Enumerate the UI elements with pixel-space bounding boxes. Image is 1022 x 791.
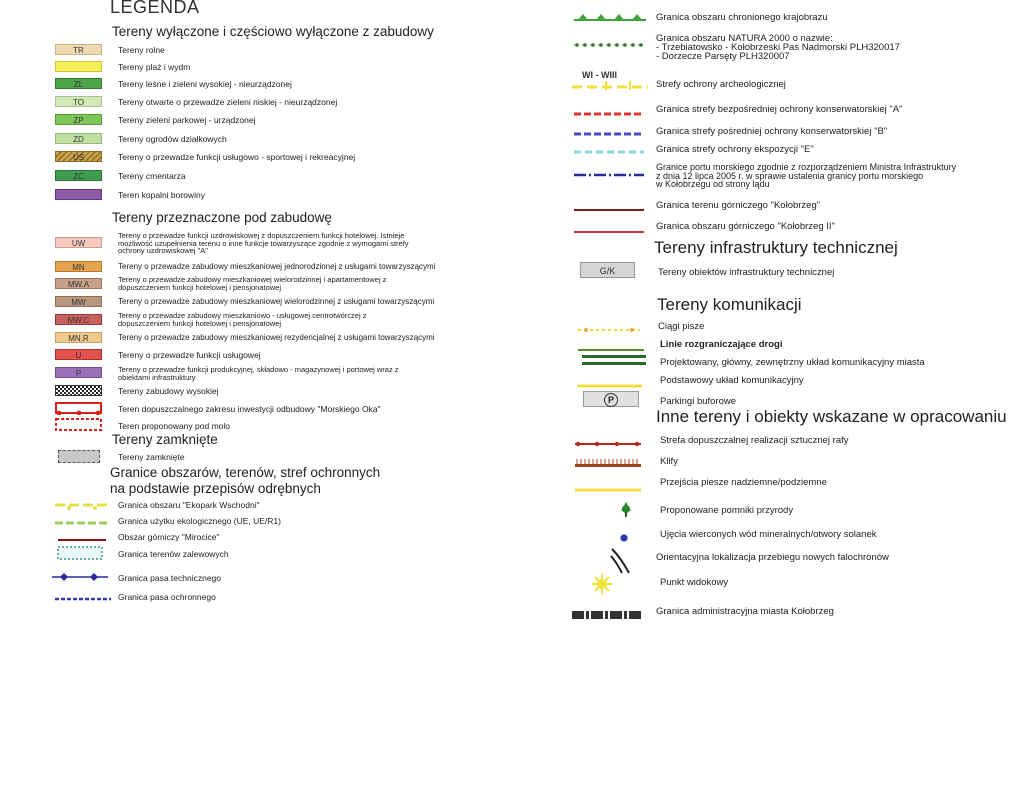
legend-label-closed: Tereny zamknięte — [118, 452, 185, 462]
legend-label-protect-belt: Granica pasa ochronnego — [118, 592, 216, 602]
legend-label-port: Granice portu morskiego zgodnie z rozporządzeniem Ministra Infrastruktury z dnia 12 lipca 2005 r. w sprawie ustalenia granicy portu morskiego w Kołobrzegu od strony lądu — [656, 162, 957, 189]
legend-label-tree: Proponowane pomniki przyrody — [660, 505, 794, 516]
legend-label-mnr: Tereny o przewadze zabudowy mieszkaniowej rezydencjalnej z usługami towarzyszącymi — [118, 333, 435, 342]
zone-a-symbol — [574, 105, 644, 123]
legend-label-breakwater: Orientacyjna lokalizacja przebiegu nowych falochronów — [656, 552, 889, 563]
viewpoint-icon — [590, 572, 614, 601]
section-heading-other: Inne tereny i obiekty wskazane w opracowaniu — [656, 407, 1007, 426]
legend-label-cliff: Klify — [660, 456, 678, 467]
main-road-symbol — [582, 353, 646, 372]
legend-swatch-beach — [55, 61, 102, 72]
flood-box-symbol — [57, 546, 103, 565]
legend-label-walk: Ciągi pisze — [658, 321, 705, 332]
legend-label-zd: Tereny ogrodów działkowych — [118, 134, 227, 144]
walk-symbol — [578, 322, 640, 340]
legend-label-gk: Tereny obiektów infrastruktury technicznej — [658, 267, 835, 278]
section-heading-built: Tereny przeznaczone pod zabudowę — [112, 210, 332, 225]
legend-swatch-morskie-oko — [55, 401, 102, 415]
archeo-symbol — [572, 70, 648, 92]
legend-label-archeo: Strefy ochrony archeologicznej — [656, 79, 786, 90]
legend-swatch-peat — [55, 189, 102, 200]
legend-label-mw: Tereny o przewadze zabudowy mieszkaniowej wielorodzinnej z usługami towarzyszącymi — [118, 297, 435, 306]
legend-label-main-road: Projektowany, główny, zewnętrzny układ komunikacyjny miasta — [660, 357, 925, 368]
protect-belt-symbol — [55, 591, 111, 609]
legend-swatch-zc: ZC — [55, 170, 102, 181]
zone-e-symbol — [574, 144, 644, 162]
legend-swatch-uw: UW — [55, 237, 102, 248]
port-symbol — [574, 167, 644, 185]
legend-label-viewpoint: Punkt widokowy — [660, 577, 729, 588]
legend-label-uw: Tereny o przewadze funkcji uzdrowiskowej z dopuszczeniem funkcji hotelowej. Istnieje możliwość uzupełnienia terenu o inne funkcje towarzyszące zgodnie z wymogami strefy ochrony uzdrowiskowej "A" — [118, 231, 409, 255]
parking-symbol — [583, 391, 639, 407]
legend-swatch-us: US — [55, 151, 102, 162]
legend-label-tech-belt: Granica pasa technicznego — [118, 573, 222, 583]
tree-icon — [620, 502, 632, 523]
natura-symbol — [574, 37, 644, 55]
legend-label-ekopark: Granica obszaru "Ekopark Wschodni" — [118, 500, 260, 510]
legend-label-u: Tereny o przewadze funkcji usługowej — [118, 350, 261, 360]
section-heading-comm: Tereny komunikacji — [657, 295, 802, 314]
legend-swatch-to: TO — [55, 96, 102, 107]
legend-label-pier: Teren proponowany pod molo — [118, 421, 230, 431]
section-heading-infra: Tereny infrastruktury technicznej — [654, 238, 898, 257]
section-heading-borders-1: Granice obszarów, terenów, stref ochronnych — [110, 465, 381, 480]
legend-label-zone-a: Granica strefy bezpośredniej ochrony konserwatorskiej "A" — [656, 104, 903, 115]
legend-label-zp: Tereny zieleni parkowej - urządzonej — [118, 115, 256, 125]
legend-swatch-mwc: MW.C — [55, 314, 102, 325]
section-heading-closed: Tereny zamknięte — [112, 432, 218, 447]
legend-label-mn: Tereny o przewadze zabudowy mieszkaniowej jednorodzinnej z usługami towarzyszącymi — [118, 262, 436, 271]
landscape-symbol — [574, 11, 646, 29]
zone-b-symbol — [574, 126, 644, 144]
legend-label-parking: Parkingi buforowe — [660, 396, 737, 407]
legend-label-morskie-oko: Teren dopuszczalnego zakresu inwestycji odbudowy "Morskiego Oka" — [118, 404, 381, 414]
legend-label-p: Tereny o przewadze funkcji produkcyjnej, składowo - magazynowej i portowej wraz z obiektami infrastruktury — [118, 365, 399, 382]
admin-border-symbol — [572, 607, 644, 625]
legend-swatch-closed — [58, 450, 100, 463]
legend-label-ecological: Granica użytku ekologicznego (UE, UE/R1) — [118, 516, 281, 526]
legend-swatch-gk: G/K — [580, 262, 635, 278]
parking-symbol-text: P — [604, 393, 618, 407]
legend-label-crossing: Przejścia piesze nadziemne/podziemne — [660, 477, 827, 488]
legend-label-well: Ujęcia wierconych wód mineralnych/otwory solanek — [660, 529, 877, 540]
section-heading-borders-2: na podstawie przepisów odrębnych — [110, 481, 321, 496]
crossing-symbol — [575, 480, 641, 498]
legend-label-reef: Strefa dopuszczalnej realizacji sztucznej rafy — [660, 435, 849, 446]
legend-label-basic-road: Podstawowy układ komunikacyjny — [660, 375, 804, 386]
legend-swatch-zd: ZD — [55, 133, 102, 144]
legend-swatch-mw: MW — [55, 296, 102, 307]
legend-swatch-tr: TR — [55, 44, 102, 55]
legend-label-mwa: Tereny o przewadze zabudowy mieszkaniowej wielorodzinnej i apartamentowej z dopuszczeniem funkcji hotelowej i pensjonatowej — [118, 275, 387, 292]
legend-swatch-highrise — [55, 385, 102, 396]
legend-label-to: Tereny otwarte o przewadze zieleni niskiej - nieurządzonej — [118, 97, 338, 107]
mine2-symbol — [574, 223, 644, 241]
legend-label-flood: Granica terenów zalewowych — [118, 549, 229, 559]
legend-label-zone-e: Granica strefy ochrony ekspozycji "E" — [656, 144, 814, 155]
archeo-symbol-text: WI - WIII — [582, 70, 617, 80]
legend-swatch-mwa: MW.A — [55, 278, 102, 289]
legend-swatch-pier — [55, 418, 102, 432]
legend-label-mirocice: Obszar górniczy "Mirocice" — [118, 532, 220, 542]
legend-label-tr: Tereny rolne — [118, 45, 165, 55]
legend-swatch-zl: ZL — [55, 78, 102, 89]
legend-title: LEGENDA — [110, 0, 200, 17]
legend-label-zc: Tereny cmentarza — [118, 171, 186, 181]
legend-label-mine2: Granica obszaru górniczego "Kołobrzeg II" — [656, 221, 835, 232]
legend-label-natura: Granica obszaru NATURA 2000 o nazwie: - Trzebiatowsko - Kołobrzeski Pas Nadmorski PLH320017 - Dorzecze Parsęty PLH320007 — [656, 33, 900, 62]
legend-label-landscape: Granica obszaru chronionego krajobrazu — [656, 12, 828, 23]
legend-label-mine1: Granica terenu górniczego "Kołobrzeg" — [656, 200, 821, 211]
legend-label-road-line: Linie rozgraniczające drogi — [660, 339, 783, 350]
legend-swatch-mnr: MN.R — [55, 332, 102, 343]
legend-swatch-p: P — [55, 367, 102, 378]
legend-label-beach: Tereny plaż i wydm — [118, 62, 191, 72]
legend-swatch-u: U — [55, 349, 102, 360]
cliff-symbol — [575, 456, 641, 474]
tech-belt-symbol — [52, 570, 108, 588]
legend-label-peat: Teren kopalni borowiny — [118, 190, 205, 200]
mine1-symbol — [574, 201, 644, 219]
legend-swatch-mn: MN — [55, 261, 102, 272]
legend-label-zl: Tereny leśne i zieleni wysokiej - nieurządzonej — [118, 79, 292, 89]
legend-label-mwc: Tereny o przewadze zabudowy mieszkaniowo - usługowej centrotwórczej z dopuszczeniem funkcji hotelowej i pensjonatowej — [118, 311, 367, 328]
section-heading-excluded: Tereny wyłączone i częściowo wyłączone z zabudowy — [112, 24, 434, 39]
legend-label-highrise: Tereny zabudowy wysokiej — [118, 386, 219, 396]
legend-label-admin: Granica administracyjna miasta Kołobrzeg — [656, 606, 834, 617]
reef-symbol — [575, 436, 641, 454]
legend-label-us: Tereny o przewadze funkcji usługowo - sportowej i rekreacyjnej — [118, 152, 356, 162]
legend-label-zone-b: Granica strefy pośredniej ochrony konserwatorskiej "B" — [656, 126, 888, 137]
legend-swatch-zp: ZP — [55, 114, 102, 125]
